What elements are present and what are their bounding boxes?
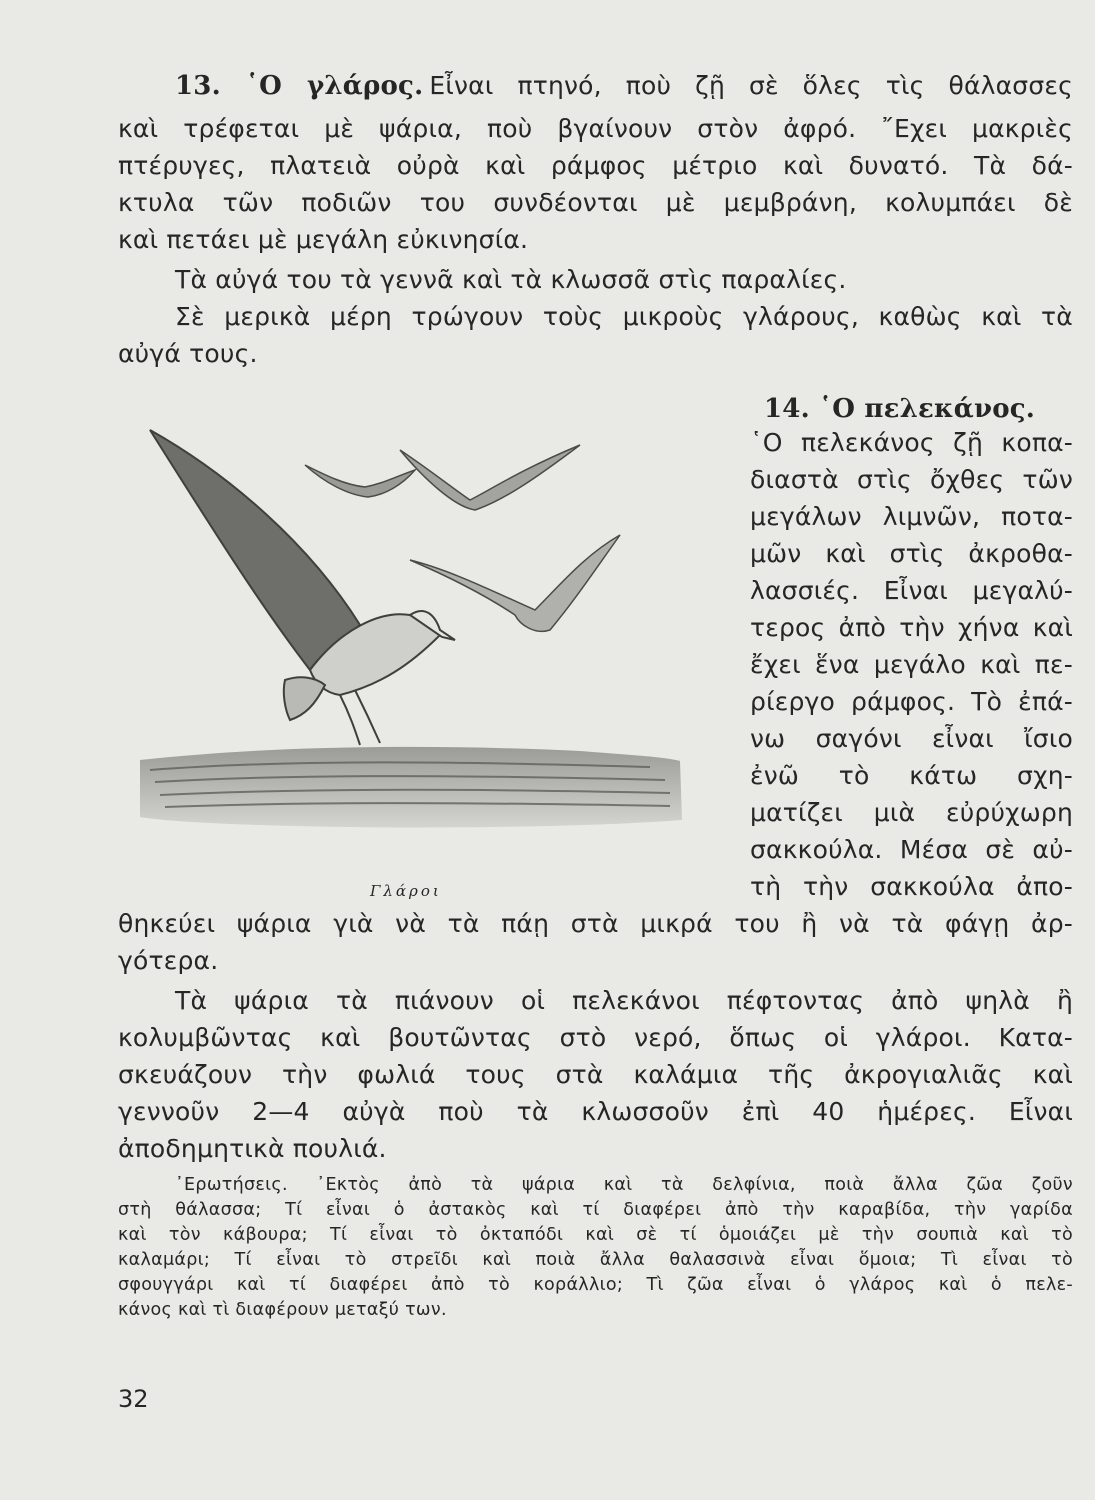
- large-seagull: [150, 430, 455, 745]
- section14-para2-line-5: ἀποδημητικὰ πουλιά.: [118, 1134, 387, 1163]
- page-number: 32: [118, 1385, 149, 1413]
- questions-line-6: κάνος καὶ τὶ διαφέρουν μεταξύ των.: [118, 1300, 447, 1320]
- sea-waves: [140, 747, 682, 828]
- questions-line-1: ᾿Ερωτήσεις. ᾿Εκτὸς ἀπὸ τὰ ψάρια καὶ τὰ δελφίνια, ποιὰ ἄλλα ζῶα ζοῦν: [175, 1175, 1073, 1195]
- section13-line-1: 13. ῾Ο γλάρος. Εἶναι πτηνό, ποὺ ζῇ σὲ ὅλες τὶς θάλασσες: [175, 71, 1073, 101]
- section13-line-8: αὐγά τους.: [118, 339, 258, 368]
- section14-para2-line-3: σκευάζουν τὴν φωλιά τους στὰ καλάμια τῆς ἀκρογιαλιᾶς καὶ: [118, 1060, 1073, 1089]
- questions-line-5: σφουγγάρι καὶ τί διαφέρει ἀπὸ τὸ κοράλλιο; Τὶ ζῶα εἶναι ὁ γλάρος καὶ ὁ πελε-: [118, 1275, 1073, 1295]
- section13-line-7: Σὲ μερικὰ μέρη τρώγουν τοὺς μικροὺς γλάρους, καθὼς καὶ τὰ: [175, 302, 1073, 331]
- questions-line-3: καὶ τὸν κάβουρα; Τί εἶναι τὸ ὀκταπόδι καὶ σὲ τί ὁμοιάζει μὲ τὴν σουπιὰ καὶ τὸ: [118, 1225, 1073, 1245]
- section14-heading-line: [764, 393, 1041, 425]
- section14-col-line-8: ρίεργο ράμφος. Τὸ ἐπά-: [750, 687, 1073, 716]
- section14-col-line-12: σακκούλα. Μέσα σὲ αὐ-: [750, 835, 1073, 864]
- small-seagull-3: [410, 535, 620, 631]
- section13-heading: 13. ῾Ο γλάρος.: [175, 71, 424, 101]
- questions-line-2: στὴ θάλασσα; Τί εἶναι ὁ ἀστακὸς καὶ τί διαφέρει ἀπὸ τὴν καραβίδα, τὴν γαρίδα: [118, 1200, 1073, 1220]
- section14-full-line-2: γότερα.: [118, 946, 219, 975]
- section14-col-line-5: λασσιές. Εἶναι μεγαλύ-: [750, 576, 1073, 605]
- section14-heading: 14. ῾Ο πελεκάνος.: [764, 394, 1036, 424]
- section14-col-line-13: τὴ τὴν σακκούλα ἀπο-: [750, 872, 1073, 901]
- seagulls-illustration: [110, 425, 700, 865]
- small-seagull-2: [400, 445, 580, 510]
- section13-line-4: κτυλα τῶν ποδιῶν του συνδέονται μὲ μεμβράνη, κολυμπάει δὲ: [118, 188, 1073, 217]
- small-seagull-1: [305, 465, 415, 497]
- section14-col-line-3: μεγάλων λιμνῶν, ποτα-: [750, 502, 1073, 531]
- section13-line-6: Τὰ αὐγά του τὰ γεννᾶ καὶ τὰ κλωσσᾶ στὶς παραλίες.: [175, 265, 847, 294]
- section14-col-line-6: τερος ἀπὸ τὴν χήνα καὶ: [750, 613, 1073, 642]
- section14-col-line-9: νω σαγόνι εἶναι ἴσιο: [750, 724, 1073, 753]
- section14-para2-line-2: κολυμβῶντας καὶ βουτῶντας στὸ νερό, ὅπως οἱ γλάροι. Κατα-: [118, 1023, 1073, 1052]
- section14-col-line-10: ἐνῶ τὸ κάτω σχη-: [750, 761, 1073, 790]
- section14-col-line-7: ἔχει ἕνα μεγάλο καὶ πε-: [750, 650, 1073, 679]
- section14-para2-line-4: γεννοῦν 2—4 αὐγὰ ποὺ τὰ κλωσσοῦν ἐπὶ 40 ἡμέρες. Εἶναι: [118, 1097, 1073, 1126]
- section14-full-line-1: θηκεύει ψάρια γιὰ νὰ τὰ πάῃ στὰ μικρά του ἢ νὰ τὰ φάγῃ ἀρ-: [118, 909, 1073, 938]
- section14-para2-line-1: Τὰ ψάρια τὰ πιάνουν οἱ πελεκάνοι πέφτοντας ἀπὸ ψηλὰ ἢ: [175, 986, 1073, 1015]
- section13-line-5: καὶ πετάει μὲ μεγάλη εὐκινησία.: [118, 225, 529, 254]
- section14-col-line-1: ῾Ο πελεκάνος ζῇ κοπα-: [750, 428, 1073, 457]
- section14-col-line-2: διαστὰ στὶς ὄχθες τῶν: [750, 465, 1073, 494]
- section13-line-3: πτέρυγες, πλατειὰ οὐρὰ καὶ ράμφος μέτριο καὶ δυνατό. Τὰ δά-: [118, 151, 1073, 180]
- illustration-caption: Γλάροι: [370, 882, 442, 900]
- section14-col-line-4: μῶν καὶ στὶς ἀκροθα-: [750, 539, 1073, 568]
- questions-line-4: καλαμάρι; Τί εἶναι τὸ στρεῖδι καὶ ποιὰ ἄλλα θαλασσινὰ εἶναι ὅμοια; Τὶ εἶναι τὸ: [118, 1250, 1073, 1270]
- section13-line-2: καὶ τρέφεται μὲ ψάρια, ποὺ βγαίνουν στὸν ἀφρό. ῎Εχει μακριὲς: [118, 114, 1073, 143]
- section14-col-line-11: ματίζει μιὰ εὐρύχωρη: [750, 798, 1073, 827]
